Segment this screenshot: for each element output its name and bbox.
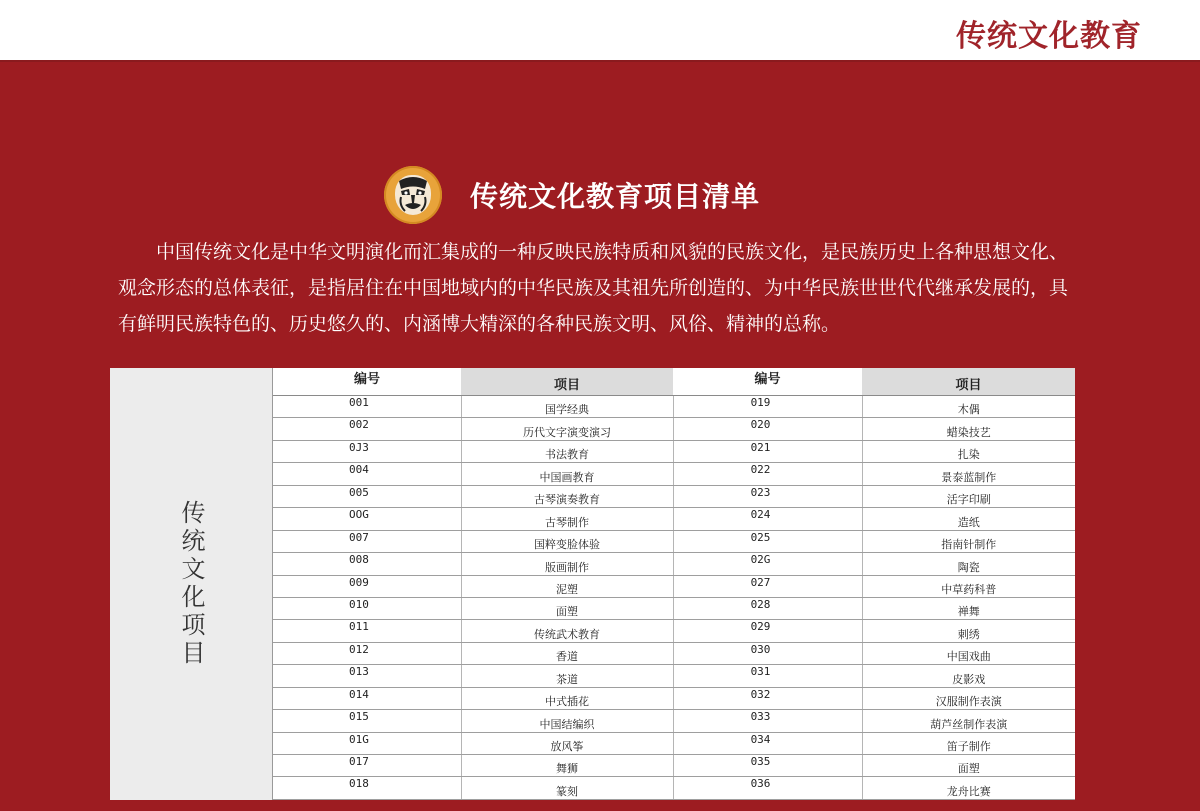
- code-left-cell: 018: [273, 777, 461, 800]
- item-right-cell: 中草药科普: [862, 575, 1075, 597]
- code-left-cell: 002: [273, 418, 461, 440]
- table-header-row: [273, 368, 1075, 396]
- table-row: [273, 777, 1075, 800]
- table-row: [273, 575, 1075, 597]
- intro-paragraph: 中国传统文化是中华文明演化而汇集成的一种反映民族特质和风貌的民族文化，是民族历史上各种思想文化、观念形态的总体表征，是指居住在中国地域内的中华民族及其祖先所创造的、为中华民族世世代代继承发展的，具有鲜明民族特色的、历史悠久的、内涵博大精深的各种民族文明、风俗、精神的总称。: [118, 241, 1069, 335]
- item-left-cell: 古琴演奏教育: [461, 485, 673, 507]
- header-code-right: 编号: [673, 368, 862, 396]
- code-left-cell: OOG: [273, 508, 461, 530]
- item-left-cell: 舞狮: [461, 755, 673, 777]
- code-left-cell: 001: [273, 396, 461, 418]
- item-right-cell: 陶瓷: [862, 553, 1075, 575]
- code-left-cell: 005: [273, 485, 461, 507]
- item-left-cell: 中国结编织: [461, 710, 673, 732]
- item-right-cell: 造纸: [862, 508, 1075, 530]
- table-row: [273, 710, 1075, 732]
- code-right-cell: 019: [673, 396, 862, 418]
- item-right-cell: 龙舟比赛: [862, 777, 1075, 800]
- item-left-cell: 面塑: [461, 597, 673, 619]
- code-right-cell: 034: [673, 732, 862, 754]
- item-left-cell: 放风筝: [461, 732, 673, 754]
- table-row: [273, 642, 1075, 664]
- item-left-cell: 版画制作: [461, 553, 673, 575]
- item-right-cell: 面塑: [862, 755, 1075, 777]
- header-code-left: 编号: [273, 368, 461, 396]
- code-right-cell: 028: [673, 597, 862, 619]
- header-item-right: 项目: [862, 368, 1075, 396]
- item-left-cell: 历代文字演变演习: [461, 418, 673, 440]
- item-right-cell: 中国戏曲: [862, 642, 1075, 664]
- item-right-cell: 扎染: [862, 440, 1075, 462]
- top-bar: [0, 0, 1200, 62]
- code-right-cell: 02G: [673, 553, 862, 575]
- item-left-cell: 传统武术教育: [461, 620, 673, 642]
- item-right-cell: 皮影戏: [862, 665, 1075, 687]
- item-left-cell: 国粹变脸体验: [461, 530, 673, 552]
- item-left-cell: 国学经典: [461, 396, 673, 418]
- code-left-cell: 013: [273, 665, 461, 687]
- item-right-cell: 活字印刷: [862, 485, 1075, 507]
- code-right-cell: 025: [673, 530, 862, 552]
- opera-mask-icon: [384, 166, 442, 224]
- project-grid: [273, 368, 1075, 800]
- item-right-cell: 葫芦丝制作表演: [862, 710, 1075, 732]
- code-right-cell: 029: [673, 620, 862, 642]
- item-left-cell: 古琴制作: [461, 508, 673, 530]
- code-right-cell: 032: [673, 687, 862, 709]
- side-label: 传统文化项目: [177, 500, 205, 668]
- code-left-cell: 011: [273, 620, 461, 642]
- section-title: 传统文化教育项目清单: [470, 180, 761, 213]
- item-right-cell: 笛子制作: [862, 732, 1075, 754]
- code-right-cell: 021: [673, 440, 862, 462]
- table-row: [273, 732, 1075, 754]
- code-right-cell: 022: [673, 463, 862, 485]
- item-right-cell: 指南针制作: [862, 530, 1075, 552]
- code-right-cell: 027: [673, 575, 862, 597]
- item-right-cell: 刺绣: [862, 620, 1075, 642]
- code-right-cell: 023: [673, 485, 862, 507]
- header-item-left: 项目: [461, 368, 673, 396]
- item-right-cell: 蜡染技艺: [862, 418, 1075, 440]
- table-row: [273, 418, 1075, 440]
- code-right-cell: 036: [673, 777, 862, 800]
- code-left-cell: 009: [273, 575, 461, 597]
- table-row: [273, 440, 1075, 462]
- side-label-cell: [110, 368, 273, 800]
- code-left-cell: 012: [273, 642, 461, 664]
- item-right-cell: 禅舞: [862, 597, 1075, 619]
- table-row: [273, 755, 1075, 777]
- table-row: [273, 530, 1075, 552]
- code-right-cell: 030: [673, 642, 862, 664]
- code-right-cell: 024: [673, 508, 862, 530]
- code-right-cell: 031: [673, 665, 862, 687]
- code-right-cell: 033: [673, 710, 862, 732]
- code-left-cell: 004: [273, 463, 461, 485]
- brand-title: 传统文化教育: [956, 19, 1142, 54]
- item-left-cell: 中式插花: [461, 687, 673, 709]
- item-left-cell: 书法教育: [461, 440, 673, 462]
- project-table: [110, 368, 1075, 800]
- table-row: [273, 485, 1075, 507]
- table-row: [273, 687, 1075, 709]
- code-left-cell: 007: [273, 530, 461, 552]
- table-row: [273, 665, 1075, 687]
- table-row: [273, 620, 1075, 642]
- table-row: [273, 508, 1075, 530]
- item-left-cell: 篆刻: [461, 777, 673, 800]
- item-right-cell: 景泰蓝制作: [862, 463, 1075, 485]
- item-left-cell: 中国画教育: [461, 463, 673, 485]
- section-heading: [384, 164, 760, 226]
- code-left-cell: 015: [273, 710, 461, 732]
- code-left-cell: 0J3: [273, 440, 461, 462]
- code-left-cell: 017: [273, 755, 461, 777]
- table-row: [273, 553, 1075, 575]
- code-left-cell: 01G: [273, 732, 461, 754]
- item-left-cell: 茶道: [461, 665, 673, 687]
- table-row: [273, 463, 1075, 485]
- item-right-cell: 汉服制作表演: [862, 687, 1075, 709]
- code-right-cell: 035: [673, 755, 862, 777]
- code-left-cell: 008: [273, 553, 461, 575]
- table-row: [273, 597, 1075, 619]
- code-right-cell: 020: [673, 418, 862, 440]
- code-left-cell: 014: [273, 687, 461, 709]
- item-left-cell: 泥塑: [461, 575, 673, 597]
- table-row: [273, 396, 1075, 418]
- code-left-cell: 010: [273, 597, 461, 619]
- item-right-cell: 木偶: [862, 396, 1075, 418]
- item-left-cell: 香道: [461, 642, 673, 664]
